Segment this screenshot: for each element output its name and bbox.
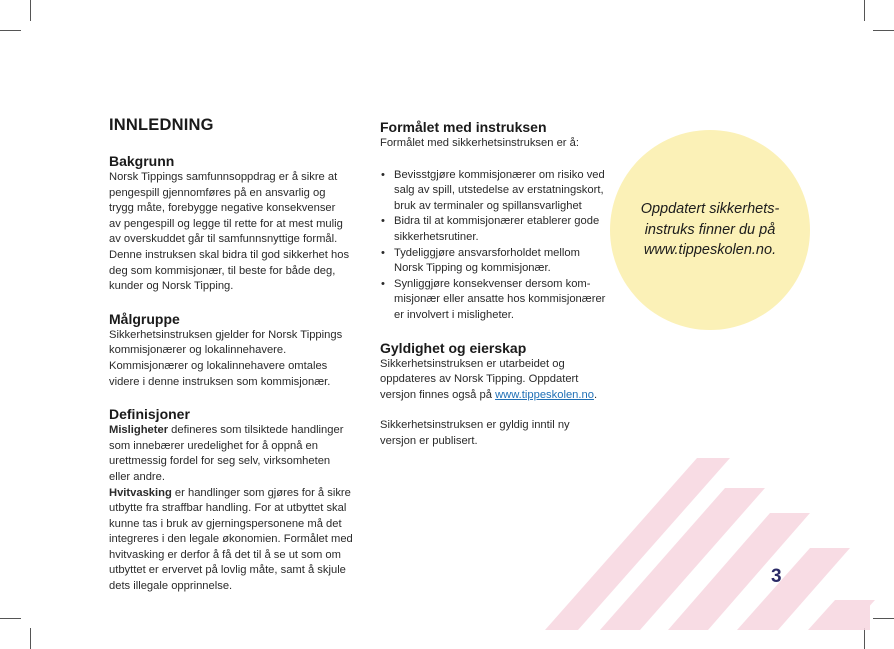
- definition-misligheter: Misligheter defineres som tilsiktede handlinger som innebærer uredelighet for å oppnå en urettmessig fordel for seg selv, virksomheten eller andre.: [109, 424, 344, 483]
- middle-column: [380, 118, 620, 450]
- malgruppe-paragraph: Sikkerhetsinstruksen gjelder for Norsk Tippings kommisjonærer og lokalinnehavere. Kommisjonærer og lokalinnehavere omtales videre i denne instruksen som kommisjonær.: [109, 328, 343, 388]
- section-heading-definisjoner: Definisjoner: [109, 406, 190, 423]
- definition-hvitvasking: Hvitvasking er handlinger som gjøres for å sikre utbytte fra straffbar handling. For at utbyttet skal kunne tas i bruk av gjerningspersonene må det integreres i den legale økonomien. Formålet med hvitvasking er derfor å få det til å se ut som om utbyttet er ervervet på lovlig måte, samt å skjule dets illegale opprinnelse.: [109, 486, 353, 593]
- section-heading-bakgrunn: Bakgrunn: [109, 153, 175, 169]
- left-column: [109, 116, 364, 595]
- tippeskolen-link[interactable]: www.tippeskolen.no: [495, 388, 594, 401]
- bakgrunn-paragraph: Norsk Tippings samfunnsoppdrag er å sikre at pengespill gjennomføres på en ansvarlig og trygg måte, forebygge negative konsekvenser av pengespill og legge til rette for at mest mulig av overskuddet går til samfunnsnyttige formål. Denne instruksen skal bidra til god sikkerhet hos deg som kommisjonær, til beste for både deg, kunder og Norsk Tipping.: [109, 171, 350, 293]
- callout-circle: [610, 130, 810, 330]
- section-heading-malgruppe: Målgruppe: [109, 310, 180, 327]
- list-item: • Bevisstgjøre kommisjonærer om risiko ved salg av spill, utstedelse av erstatningskort, bruk av terminaler og spillansvarlighet: [381, 168, 605, 212]
- term-hvitvasking: Hvitvasking: [109, 486, 172, 499]
- list-item: • Bidra til at kommisjonærer etablerer gode sikkerhetsrutiner.: [381, 215, 600, 243]
- section-heading-gyldighet: Gyldighet og eierskap: [380, 339, 527, 356]
- list-item: • Synliggjøre konsekvenser dersom kom- misjonær eller ansatte hos kommisjonærer er involvert i misligheter.: [381, 277, 606, 321]
- callout-text: Oppdatert sikkerhets- instruks finner du på www.tippeskolen.no.: [640, 201, 780, 259]
- term-misligheter: Misligheter: [109, 424, 169, 437]
- page-number: 3: [771, 566, 782, 587]
- formal-bullet-list: [380, 168, 620, 324]
- formal-intro: Formålet med sikkerhetsinstruksen er å:: [380, 137, 579, 149]
- section-heading-formal: Formålet med instruksen: [380, 119, 547, 135]
- gyldighet-validity: Sikkerhetsinstruksen er gyldig inntil ny versjon er publisert.: [380, 419, 570, 447]
- list-item: • Tydeliggjøre ansvarsforholdet mellom Norsk Tipping og kommisjonær.: [381, 246, 580, 275]
- page-title: INNLEDNING: [109, 116, 214, 134]
- gyldighet-paragraph: Sikkerhetsinstruksen er utarbeidet og oppdateres av Norsk Tipping. Oppdatert versjon finnes også på www.tippeskolen.no.: [380, 357, 598, 401]
